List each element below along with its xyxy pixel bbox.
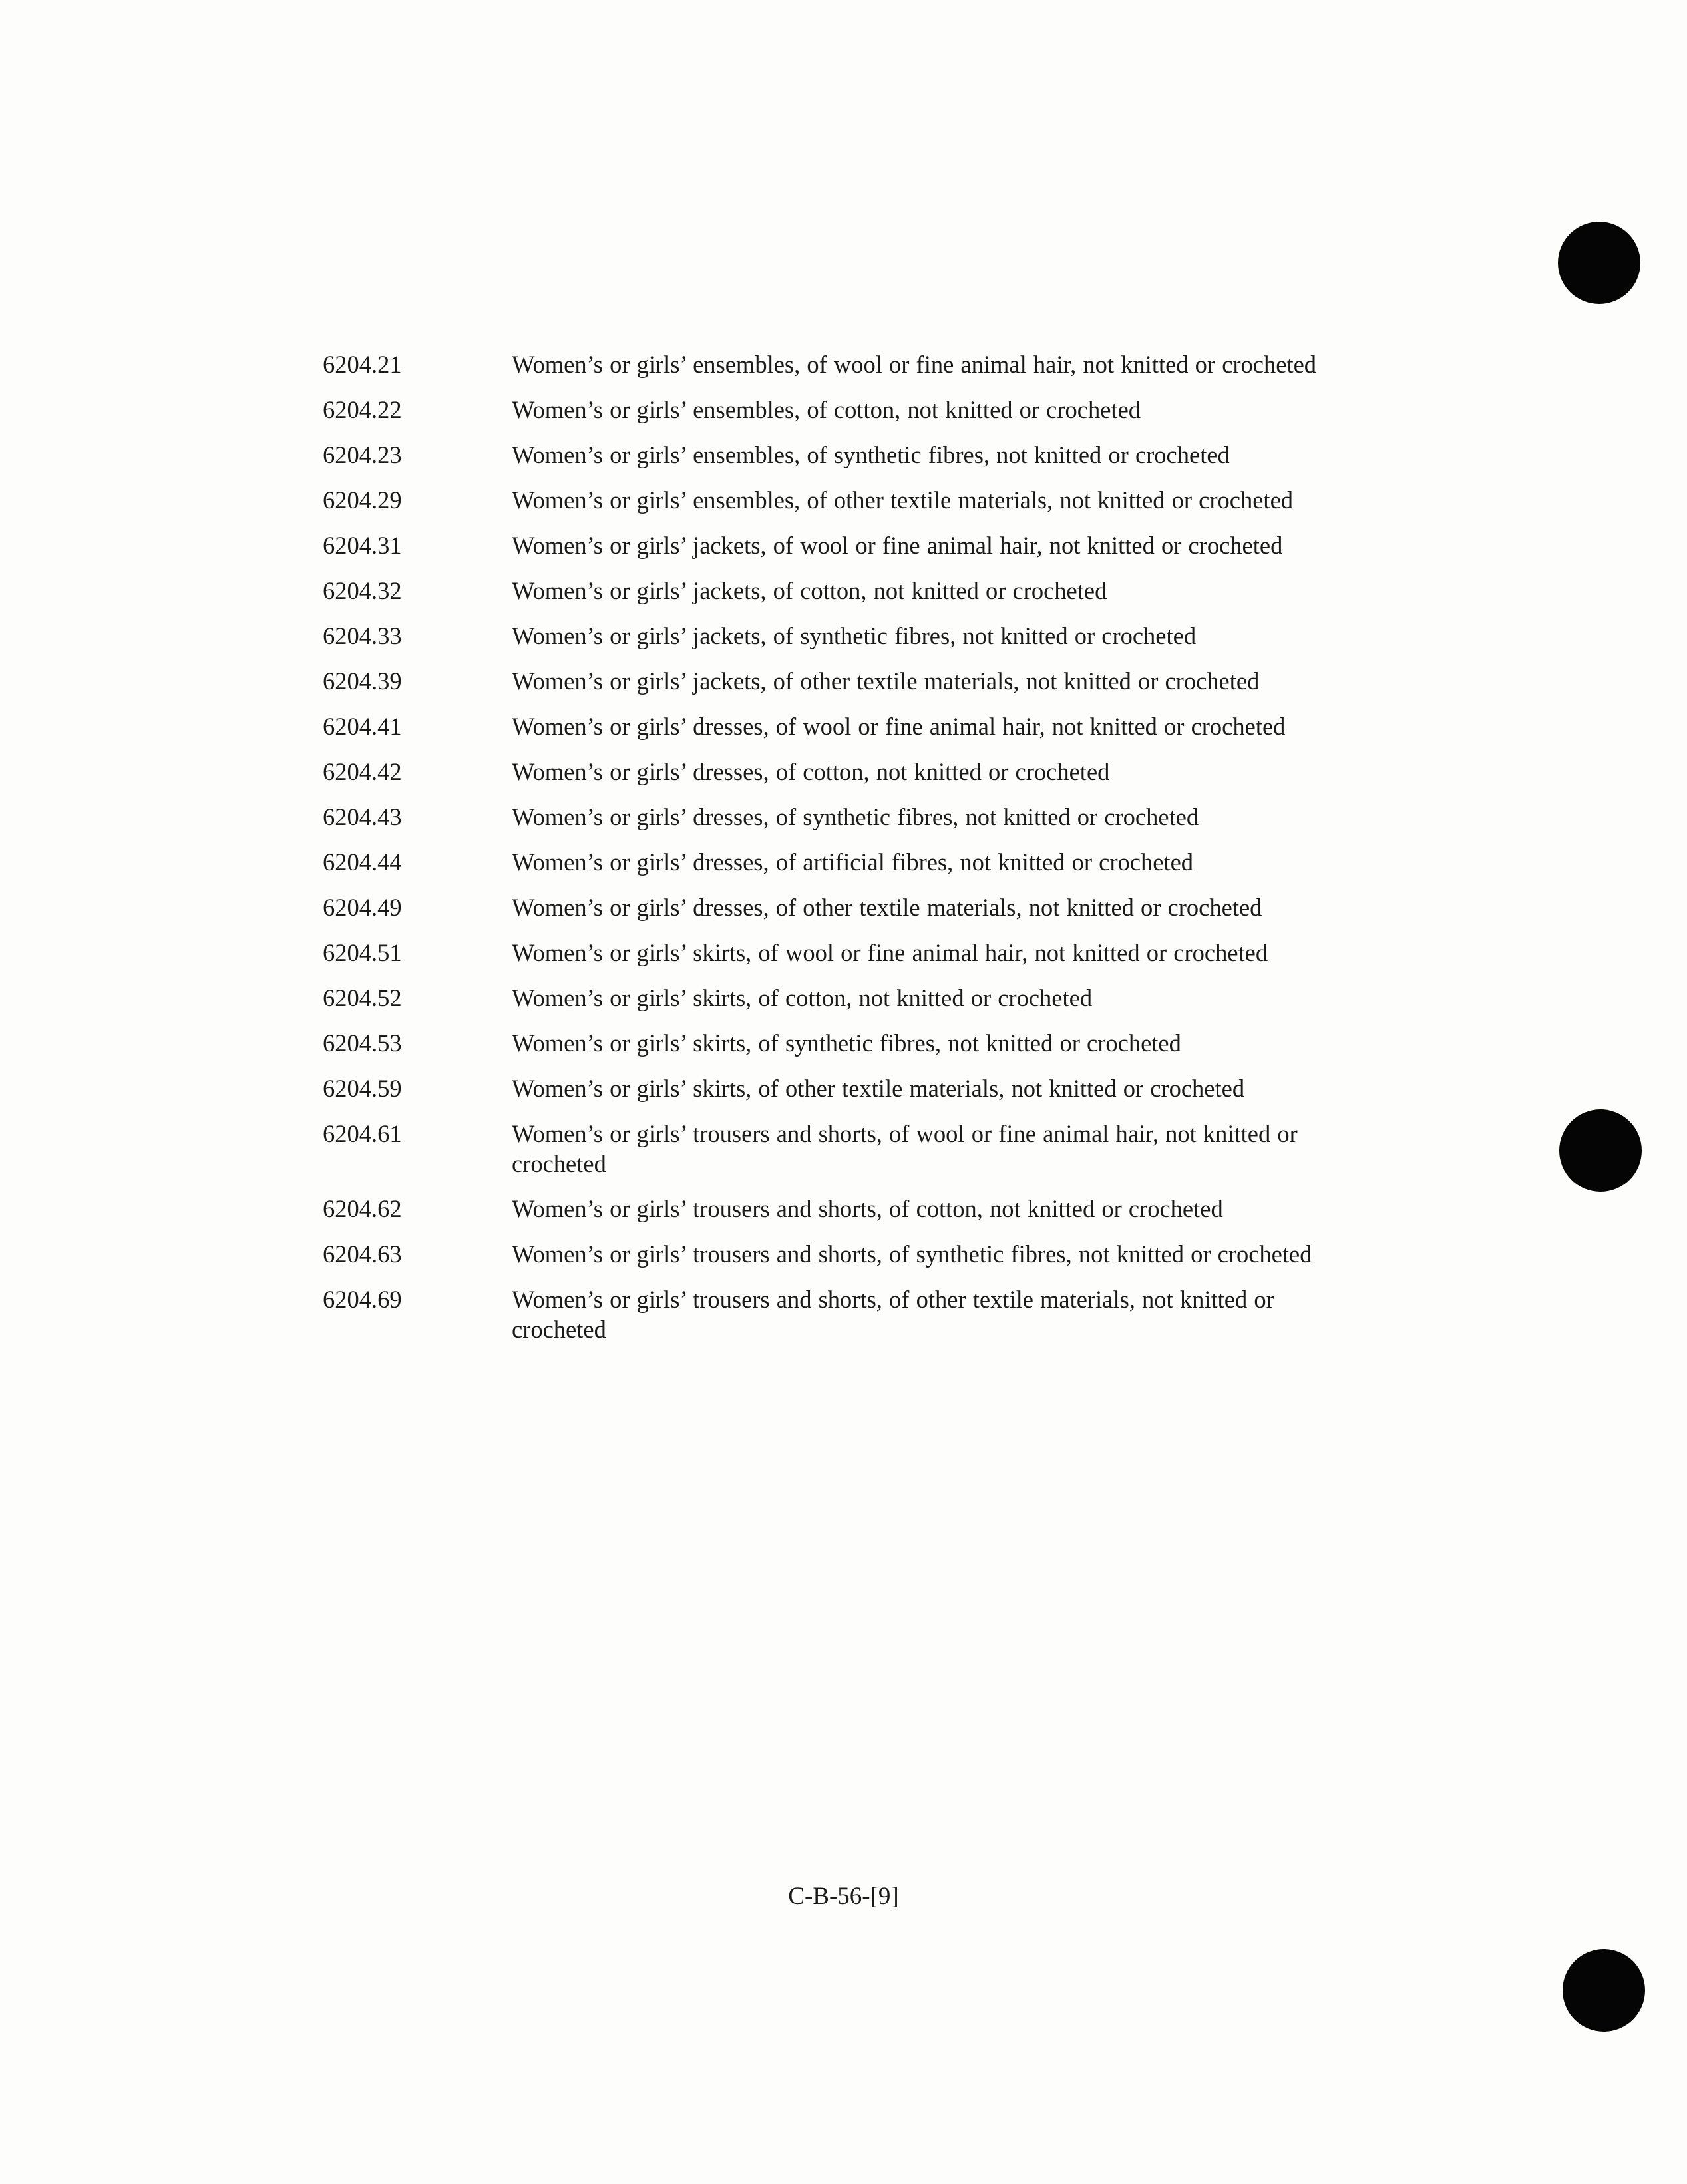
tariff-description: Women’s or girls’ jackets, of cotton, not knitted or crocheted [512,577,1107,604]
tariff-row [323,802,1361,832]
tariff-code: 6204.21 [323,351,402,378]
tariff-row [323,1073,1361,1103]
tariff-description: Women’s or girls’ trousers and shorts, of synthetic fibres, not knitted or crocheted [512,1240,1312,1268]
tariff-description: Women’s or girls’ dresses, of wool or fine animal hair, not knitted or crocheted [512,713,1286,740]
tariff-description: Women’s or girls’ ensembles, of synthetic fibres, not knitted or crocheted [512,441,1230,468]
tariff-description: Women’s or girls’ dresses, of artificial fibres, not knitted or crocheted [512,848,1194,876]
tariff-description: Women’s or girls’ jackets, of other textile materials, not knitted or crocheted [512,667,1260,695]
tariff-row [323,440,1361,470]
tariff-code: 6204.43 [323,803,402,830]
tariff-description: Women’s or girls’ skirts, of wool or fine animal hair, not knitted or crocheted [512,939,1268,966]
tariff-row [323,349,1361,379]
tariff-row [323,1284,1361,1344]
tariff-row [323,395,1361,425]
tariff-description: Women’s or girls’ ensembles, of cotton, not knitted or crocheted [512,396,1141,423]
tariff-description: Women’s or girls’ trousers and shorts, of other textile materials, not knitted or crocheted [512,1286,1274,1343]
tariff-description: Women’s or girls’ skirts, of synthetic fibres, not knitted or crocheted [512,1029,1181,1057]
tariff-code: 6204.44 [323,848,402,876]
punch-hole-top [1558,222,1640,304]
tariff-row [323,576,1361,606]
tariff-row [323,892,1361,922]
tariff-code: 6204.62 [323,1195,402,1222]
tariff-row [323,1119,1361,1179]
tariff-row [323,621,1361,651]
page-number: C-B-56-[9] [788,1883,899,1910]
tariff-code: 6204.39 [323,667,402,695]
tariff-description: Women’s or girls’ trousers and shorts, of wool or fine animal hair, not knitted or crocheted [512,1120,1298,1177]
tariff-description: Women’s or girls’ skirts, of cotton, not knitted or crocheted [512,984,1093,1011]
tariff-row [323,1239,1361,1269]
tariff-description: Women’s or girls’ dresses, of other textile materials, not knitted or crocheted [512,894,1262,921]
tariff-list [323,349,1361,1360]
tariff-code: 6204.49 [323,894,402,921]
tariff-code: 6204.69 [323,1286,402,1313]
tariff-code: 6204.32 [323,577,402,604]
tariff-code: 6204.53 [323,1029,402,1057]
punch-hole-bottom [1563,1949,1645,2032]
tariff-description: Women’s or girls’ dresses, of synthetic fibres, not knitted or crocheted [512,803,1199,830]
tariff-code: 6204.42 [323,758,402,785]
tariff-code: 6204.29 [323,486,402,514]
tariff-description: Women’s or girls’ ensembles, of wool or fine animal hair, not knitted or crocheted [512,351,1317,378]
tariff-code: 6204.63 [323,1240,402,1268]
tariff-description: Women’s or girls’ ensembles, of other textile materials, not knitted or crocheted [512,486,1294,514]
tariff-description: Women’s or girls’ jackets, of wool or fine animal hair, not knitted or crocheted [512,532,1283,559]
tariff-code: 6204.52 [323,984,402,1011]
tariff-row [323,757,1361,787]
tariff-row [323,1194,1361,1224]
tariff-code: 6204.61 [323,1120,402,1147]
tariff-row [323,530,1361,560]
tariff-description: Women’s or girls’ dresses, of cotton, not knitted or crocheted [512,758,1110,785]
tariff-code: 6204.51 [323,939,402,966]
tariff-row [323,1028,1361,1058]
tariff-description: Women’s or girls’ jackets, of synthetic fibres, not knitted or crocheted [512,622,1197,649]
tariff-code: 6204.41 [323,713,402,740]
tariff-code: 6204.33 [323,622,402,649]
tariff-row [323,711,1361,741]
tariff-row [323,666,1361,696]
tariff-row [323,847,1361,877]
tariff-code: 6204.59 [323,1075,402,1102]
tariff-description: Women’s or girls’ skirts, of other textile materials, not knitted or crocheted [512,1075,1245,1102]
tariff-row [323,983,1361,1013]
tariff-row [323,485,1361,515]
tariff-description: Women’s or girls’ trousers and shorts, of cotton, not knitted or crocheted [512,1195,1223,1222]
tariff-code: 6204.23 [323,441,402,468]
tariff-code: 6204.31 [323,532,402,559]
tariff-row [323,938,1361,968]
tariff-code: 6204.22 [323,396,402,423]
punch-hole-middle [1559,1109,1642,1192]
